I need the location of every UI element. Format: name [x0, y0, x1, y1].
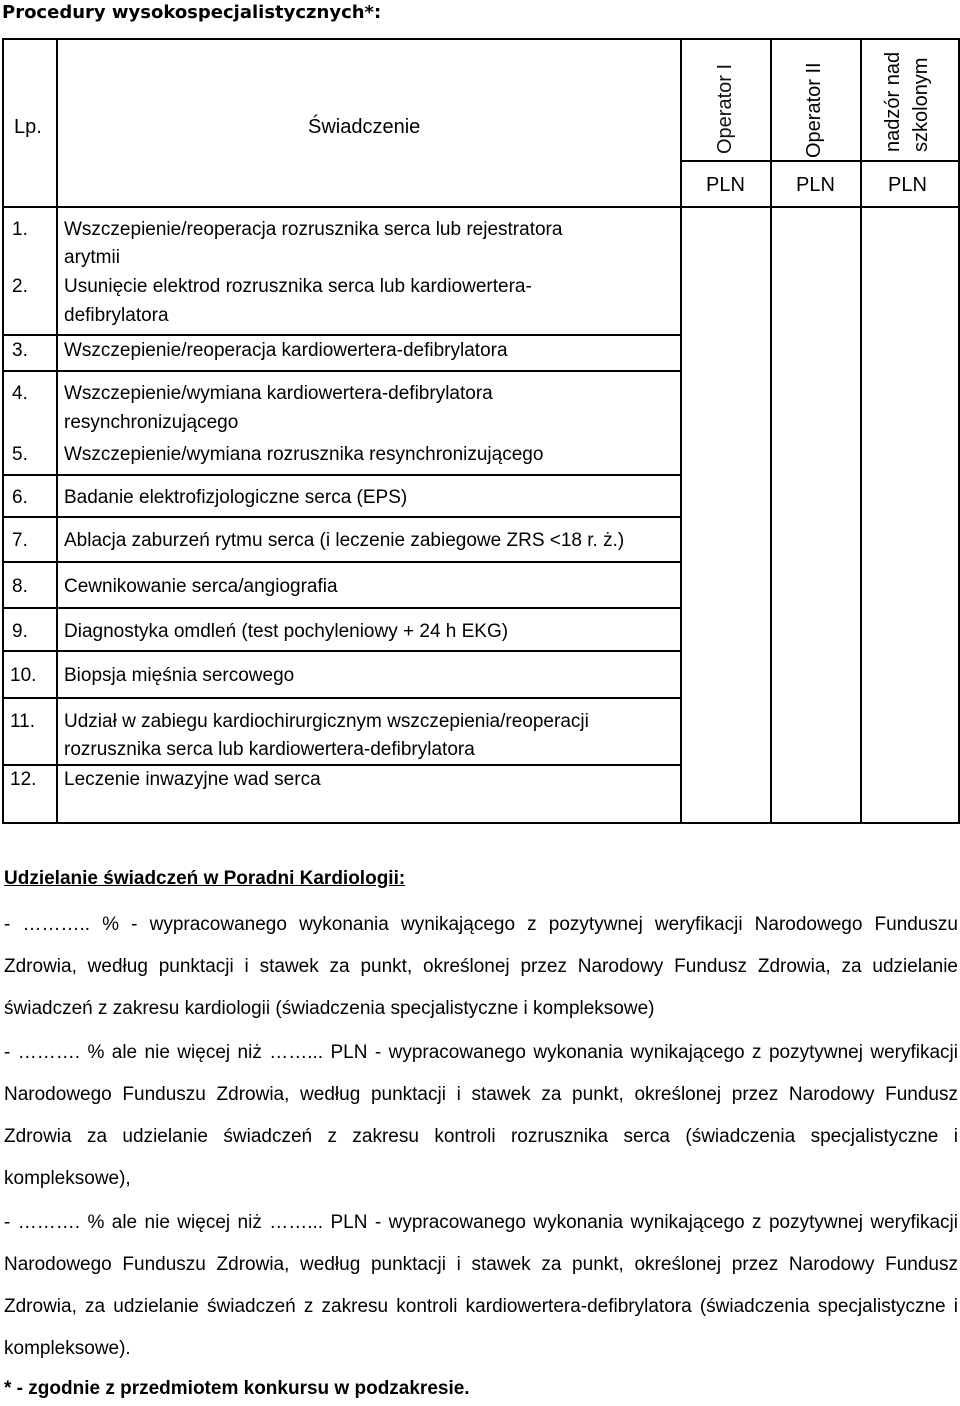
- col-header-operator-2: Operator II: [803, 62, 825, 158]
- col-header-lp: Lp.: [14, 116, 42, 138]
- col-header-supervision-line2: szkolonym: [910, 57, 932, 152]
- currency-op1: PLN: [706, 174, 745, 196]
- col-header-operator-1: Operator I: [714, 63, 736, 154]
- currency-supervision: PLN: [888, 174, 927, 196]
- section-title: Udzielanie świadczeń w Poradni Kardiologii:: [4, 868, 406, 889]
- currency-op2: PLN: [796, 174, 835, 196]
- paragraph-3: - ………. % ale nie więcej niż ……... PLN - wypracowanego wykonania wynikającego z pozytywnej weryfikacji Narodowego Funduszu Zdrowia, według punktacji i stawek za punkt, określonej przez Narodowy Fundusz Zdrowia, za udzielanie świadczeń z zakresu kontroli kardiowertera-defibrylatora (świadczenia specjalistyczne i kompleksowe).: [4, 1212, 958, 1359]
- col-header-supervision-line1: nadzór nad: [882, 51, 904, 152]
- paragraph-1: - ……….. % - wypracowanego wykonania wynikającego z pozytywnej weryfikacji Narodowego Funduszu Zdrowia, według punktacji i stawek za punkt, określonej przez Narodowy Fundusz Zdrowia, za udzielanie świadczeń z zakresu kardiologii (świadczenia specjalistyczne i kompleksowe): [4, 914, 958, 1019]
- footnote: * - zgodnie z przedmiotem konkursu w podzakresie.: [4, 1378, 470, 1399]
- page-title: Procedury wysokospecjalistycznych*:: [2, 2, 382, 23]
- paragraph-2: - ………. % ale nie więcej niż ……... PLN - wypracowanego wykonania wynikającego z pozytywnej weryfikacji Narodowego Funduszu Zdrowia, według punktacji i stawek za punkt, określonej przez Narodowy Fundusz Zdrowia za udzielanie świadczeń z zakresu kontroli rozrusznika serca (świadczenia specjalistyczne i kompleksowe),: [4, 1042, 958, 1189]
- col-header-service: Świadczenie: [308, 116, 421, 138]
